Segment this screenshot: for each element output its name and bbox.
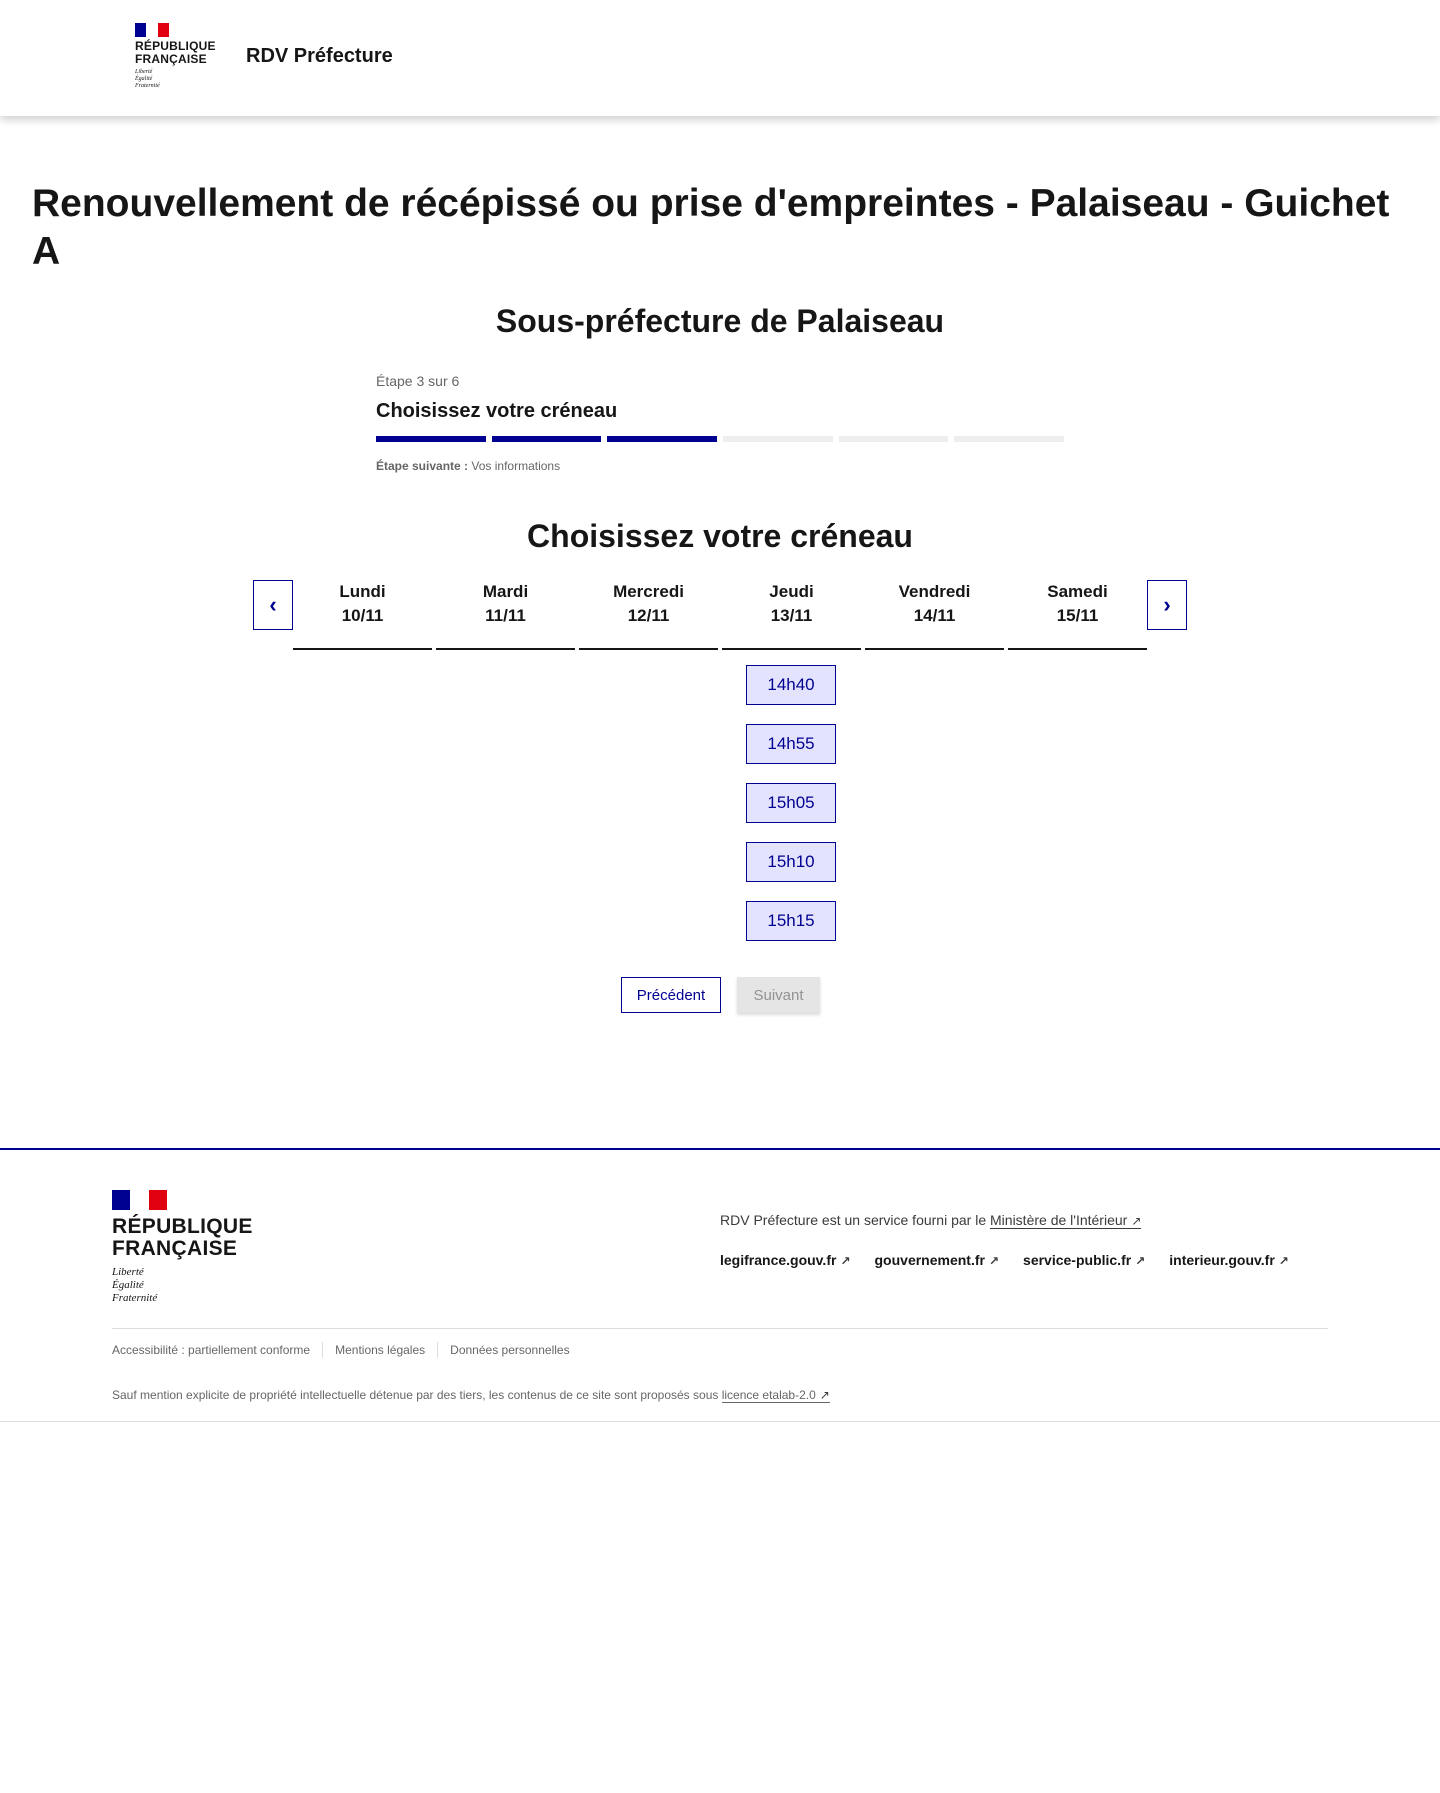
footer-partner-link[interactable]: service-public.fr ↗ bbox=[1023, 1252, 1146, 1268]
day-column-mercredi bbox=[579, 580, 718, 650]
footer-bottom-link[interactable]: Données personnelles bbox=[450, 1343, 570, 1357]
day-date: 13/11 bbox=[770, 606, 813, 625]
external-link-icon: ↗ bbox=[1131, 1214, 1142, 1228]
logo-devise: Liberté Égalité Fraternité bbox=[135, 69, 160, 89]
step-next-value: Vos informations bbox=[471, 459, 561, 473]
footer-republique-francaise-logo[interactable] bbox=[112, 1190, 272, 1305]
step-segment bbox=[607, 436, 717, 442]
day-name: Mardi bbox=[482, 582, 529, 601]
logo-text: RÉPUBLIQUE FRANÇAISE bbox=[135, 39, 216, 66]
external-link-icon: ↗ bbox=[819, 1388, 830, 1402]
step-state: Étape 3 sur 6 bbox=[376, 373, 460, 389]
licence-link[interactable]: licence etalab-2.0 ↗ bbox=[721, 1388, 830, 1402]
site-header bbox=[0, 0, 1440, 116]
step-next bbox=[376, 458, 1064, 474]
republique-francaise-logo[interactable] bbox=[135, 23, 225, 90]
next-week-button[interactable] bbox=[1147, 580, 1187, 630]
time-slot-button[interactable]: 14h40 bbox=[746, 665, 836, 705]
external-link-icon: ↗ bbox=[1278, 1254, 1289, 1268]
day-column-samedi bbox=[1008, 580, 1147, 650]
licence-text: Sauf mention explicite de propriété intellectuelle détenue par des tiers, les contenus de ce site sont proposés sous bbox=[112, 1388, 719, 1402]
service-title[interactable]: RDV Préfecture bbox=[246, 45, 393, 67]
prefecture-subtitle: Sous-préfecture de Palaiseau bbox=[495, 303, 945, 339]
next-button[interactable]: Suivant bbox=[737, 977, 820, 1013]
day-date: 11/11 bbox=[485, 606, 526, 625]
day-column-jeudi bbox=[722, 580, 861, 650]
step-segment bbox=[839, 436, 949, 442]
day-date: 10/11 bbox=[341, 606, 384, 625]
footer-partner-link[interactable]: gouvernement.fr ↗ bbox=[874, 1252, 1000, 1268]
footer-partner-link[interactable]: interieur.gouv.fr ↗ bbox=[1169, 1252, 1289, 1268]
previous-week-button[interactable] bbox=[253, 580, 293, 630]
time-slot-button[interactable]: 15h05 bbox=[746, 783, 836, 823]
day-name: Lundi bbox=[339, 582, 386, 601]
external-link-icon: ↗ bbox=[840, 1254, 851, 1268]
time-slot-button[interactable]: 15h10 bbox=[746, 842, 836, 882]
footer-bottom-links bbox=[112, 1342, 582, 1358]
day-column-vendredi bbox=[865, 580, 1004, 650]
previous-button[interactable]: Précédent bbox=[621, 977, 721, 1013]
external-link-icon: ↗ bbox=[1135, 1254, 1146, 1268]
licence-notice bbox=[112, 1388, 830, 1402]
footer-bottom-link[interactable]: Mentions légales bbox=[323, 1342, 438, 1358]
external-link-icon: ↗ bbox=[988, 1254, 1000, 1268]
footer-logo-text: RÉPUBLIQUE FRANÇAISE bbox=[112, 1215, 253, 1260]
page-title: Renouvellement de récépissé ou prise d'empreintes - Palaiseau - Guichet A bbox=[32, 182, 1390, 273]
step-segment bbox=[376, 436, 486, 442]
day-name: Samedi bbox=[1047, 582, 1108, 601]
day-date: 15/11 bbox=[1056, 606, 1099, 625]
ministere-link[interactable]: Ministère de l'Intérieur ↗ bbox=[990, 1212, 1142, 1228]
slot-calendar bbox=[253, 580, 1187, 650]
french-flag-icon bbox=[135, 23, 169, 37]
footer-description bbox=[720, 1210, 1141, 1231]
step-segment bbox=[492, 436, 602, 442]
slot-list-jeudi bbox=[746, 665, 836, 960]
day-date: 12/11 bbox=[627, 606, 670, 625]
step-segment bbox=[723, 436, 833, 442]
stepper bbox=[376, 372, 1064, 474]
footer-logo-devise: Liberté Égalité Fraternité bbox=[112, 1266, 158, 1304]
footer-description-text: RDV Préfecture est un service fourni par le bbox=[720, 1212, 987, 1228]
step-next-label: Étape suivante : bbox=[376, 459, 469, 473]
day-name: Vendredi bbox=[898, 582, 971, 601]
footer-bottom-link[interactable]: Accessibilité : partiellement conforme bbox=[112, 1342, 323, 1358]
time-slot-button[interactable]: 14h55 bbox=[746, 724, 836, 764]
footer-divider bbox=[112, 1328, 1328, 1329]
step-progress-bar bbox=[376, 436, 1064, 442]
chevron-right-icon: › bbox=[1163, 592, 1171, 617]
day-column-mardi bbox=[436, 580, 575, 650]
step-segment bbox=[954, 436, 1064, 442]
chevron-left-icon: ‹ bbox=[269, 592, 277, 617]
day-name: Jeudi bbox=[769, 582, 814, 601]
site-footer bbox=[0, 1148, 1440, 1422]
french-flag-icon bbox=[112, 1190, 167, 1210]
day-date: 14/11 bbox=[913, 606, 956, 625]
day-name: Mercredi bbox=[613, 582, 684, 601]
footer-partner-link[interactable]: legifrance.gouv.fr ↗ bbox=[720, 1252, 851, 1268]
form-actions bbox=[621, 977, 820, 1013]
step-title: Choisissez votre créneau bbox=[376, 400, 618, 422]
day-columns bbox=[293, 580, 1147, 650]
day-column-lundi bbox=[293, 580, 432, 650]
footer-partner-links bbox=[720, 1252, 1289, 1268]
calendar-title: Choisissez votre créneau bbox=[527, 518, 913, 554]
time-slot-button[interactable]: 15h15 bbox=[746, 901, 836, 941]
